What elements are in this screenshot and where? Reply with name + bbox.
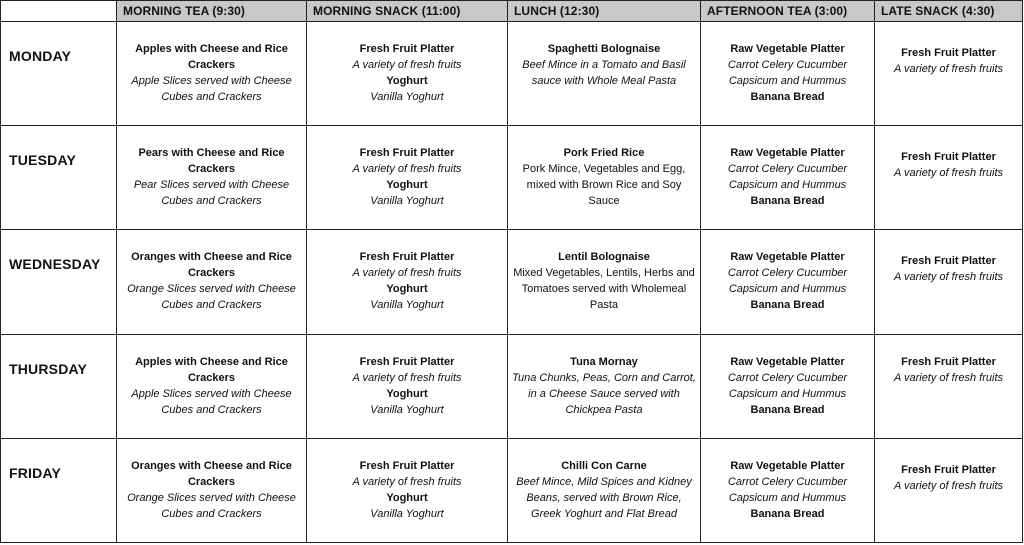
item-title: Fresh Fruit Platter bbox=[359, 147, 455, 160]
late-snack-cell bbox=[875, 334, 1023, 438]
item-title: Fresh Fruit Platter bbox=[901, 151, 996, 164]
item-description: A variety of fresh fruits bbox=[352, 59, 462, 71]
item-title: Raw Vegetable Platter bbox=[730, 355, 845, 368]
item-description: A variety of fresh fruits bbox=[893, 167, 1004, 180]
morning-tea-cell bbox=[117, 438, 307, 542]
item-title-secondary: Yoghurt bbox=[386, 283, 428, 296]
late-snack-cell bbox=[875, 230, 1023, 334]
item-description: A variety of fresh fruits bbox=[352, 371, 462, 384]
item-description: Pork Mince, Vegetables and Egg, mixed with Brown Rice and Soy Sauce bbox=[522, 163, 686, 208]
item-description: A variety of fresh fruits bbox=[893, 479, 1004, 492]
item-title: Fresh Fruit Platter bbox=[901, 463, 996, 476]
item-description-secondary: Vanilla Yoghurt bbox=[370, 299, 444, 312]
day-row-friday bbox=[1, 438, 1023, 542]
day-row-monday bbox=[1, 22, 1023, 126]
item-title-secondary: Banana Bread bbox=[750, 299, 825, 312]
item-title: Oranges with Cheese and Rice Crackers bbox=[131, 251, 292, 280]
item-description: Beef Mince in a Tomato and Basil sauce with Whole Meal Pasta bbox=[522, 59, 686, 87]
late-snack-cell bbox=[875, 438, 1023, 542]
afternoon-tea-cell bbox=[701, 22, 875, 126]
day-row-wednesday bbox=[1, 230, 1023, 334]
item-description-secondary: Vanilla Yoghurt bbox=[370, 195, 444, 208]
day-label: WEDNESDAY bbox=[1, 230, 117, 334]
item-title: Pork Fried Rice bbox=[563, 147, 645, 160]
item-title: Fresh Fruit Platter bbox=[359, 355, 455, 368]
item-title: Raw Vegetable Platter bbox=[730, 147, 845, 160]
lunch-cell bbox=[508, 230, 701, 334]
item-description: Tuna Chunks, Peas, Corn and Carrot, in a Cheese Sauce served with Chickpea Pasta bbox=[512, 371, 696, 416]
item-title: Raw Vegetable Platter bbox=[730, 43, 845, 55]
morning-snack-cell bbox=[307, 230, 508, 334]
item-title-secondary: Banana Bread bbox=[750, 91, 825, 103]
day-label: THURSDAY bbox=[1, 334, 117, 438]
morning-snack-cell bbox=[307, 22, 508, 126]
morning-snack-cell bbox=[307, 334, 508, 438]
header-afternoon-tea: AFTERNOON TEA (3:00) bbox=[701, 1, 875, 22]
item-description: Orange Slices served with Cheese Cubes and Crackers bbox=[127, 491, 296, 520]
item-description: A variety of fresh fruits bbox=[893, 63, 1004, 75]
item-title-secondary: Yoghurt bbox=[386, 387, 428, 400]
lunch-cell bbox=[508, 22, 701, 126]
item-title: Spaghetti Bolognaise bbox=[547, 43, 661, 55]
item-title: Apples with Cheese and Rice Crackers bbox=[135, 43, 288, 71]
afternoon-tea-cell bbox=[701, 334, 875, 438]
item-description: A variety of fresh fruits bbox=[352, 267, 462, 280]
item-title-secondary: Yoghurt bbox=[386, 179, 428, 192]
item-title: Apples with Cheese and Rice Crackers bbox=[135, 355, 288, 384]
header-row bbox=[1, 1, 1023, 22]
item-title-secondary: Banana Bread bbox=[750, 507, 825, 520]
header-corner bbox=[1, 1, 117, 22]
morning-tea-cell bbox=[117, 22, 307, 126]
morning-snack-cell bbox=[307, 438, 508, 542]
item-description-secondary: Vanilla Yoghurt bbox=[370, 507, 444, 520]
late-snack-cell bbox=[875, 22, 1023, 126]
day-row-thursday bbox=[1, 334, 1023, 438]
item-title: Pears with Cheese and Rice Crackers bbox=[138, 147, 285, 176]
item-description: Apple Slices served with Cheese Cubes and Crackers bbox=[131, 75, 292, 103]
day-label: TUESDAY bbox=[1, 126, 117, 230]
item-description: Beef Mince, Mild Spices and Kidney Beans, served with Brown Rice, Greek Yoghurt and Flat Bread bbox=[516, 475, 692, 520]
item-description: A variety of fresh fruits bbox=[352, 163, 462, 176]
morning-tea-cell bbox=[117, 230, 307, 334]
morning-tea-cell bbox=[117, 334, 307, 438]
item-description: Carrot Celery Cucumber Capsicum and Hummus bbox=[727, 267, 848, 296]
item-title-secondary: Banana Bread bbox=[750, 195, 825, 208]
item-description: A variety of fresh fruits bbox=[352, 475, 462, 488]
item-description: A variety of fresh fruits bbox=[893, 271, 1004, 284]
item-description: Carrot Celery Cucumber Capsicum and Hummus bbox=[727, 371, 848, 400]
item-description: Apple Slices served with Cheese Cubes and Crackers bbox=[131, 387, 292, 416]
item-title: Fresh Fruit Platter bbox=[901, 47, 996, 59]
afternoon-tea-cell bbox=[701, 438, 875, 542]
lunch-cell bbox=[508, 126, 701, 230]
item-title: Raw Vegetable Platter bbox=[730, 459, 845, 472]
item-title-secondary: Yoghurt bbox=[386, 75, 428, 87]
item-title: Fresh Fruit Platter bbox=[359, 251, 455, 264]
header-morning-snack: MORNING SNACK (11:00) bbox=[307, 1, 508, 22]
item-title: Oranges with Cheese and Rice Crackers bbox=[131, 459, 292, 488]
lunch-cell bbox=[508, 334, 701, 438]
item-title: Lentil Bolognaise bbox=[558, 251, 650, 264]
item-title: Fresh Fruit Platter bbox=[359, 459, 455, 472]
day-label: FRIDAY bbox=[1, 438, 117, 542]
day-label: MONDAY bbox=[1, 22, 117, 126]
item-title: Fresh Fruit Platter bbox=[359, 43, 455, 55]
item-description: A variety of fresh fruits bbox=[893, 371, 1004, 384]
afternoon-tea-cell bbox=[701, 126, 875, 230]
header-morning-tea: MORNING TEA (9:30) bbox=[117, 1, 307, 22]
afternoon-tea-cell bbox=[701, 230, 875, 334]
morning-snack-cell bbox=[307, 126, 508, 230]
day-row-tuesday bbox=[1, 126, 1023, 230]
item-description-secondary: Vanilla Yoghurt bbox=[370, 403, 444, 416]
item-title: Fresh Fruit Platter bbox=[901, 255, 996, 268]
item-title: Chilli Con Carne bbox=[561, 459, 647, 472]
item-description: Orange Slices served with Cheese Cubes and Crackers bbox=[127, 283, 296, 312]
item-description: Carrot Celery Cucumber Capsicum and Hummus bbox=[727, 475, 848, 504]
item-title: Raw Vegetable Platter bbox=[730, 251, 845, 264]
item-description: Pear Slices served with Cheese Cubes and Crackers bbox=[133, 179, 290, 208]
item-title-secondary: Banana Bread bbox=[750, 403, 825, 416]
item-title: Fresh Fruit Platter bbox=[901, 355, 996, 368]
item-description-secondary: Vanilla Yoghurt bbox=[370, 91, 444, 103]
item-title: Tuna Mornay bbox=[570, 355, 638, 368]
item-title-secondary: Yoghurt bbox=[386, 491, 428, 504]
item-description: Carrot Celery Cucumber Capsicum and Hummus bbox=[727, 59, 848, 87]
header-lunch: LUNCH (12:30) bbox=[508, 1, 701, 22]
late-snack-cell bbox=[875, 126, 1023, 230]
morning-tea-cell bbox=[117, 126, 307, 230]
header-late-snack: LATE SNACK (4:30) bbox=[875, 1, 1023, 22]
lunch-cell bbox=[508, 438, 701, 542]
item-description: Carrot Celery Cucumber Capsicum and Hummus bbox=[727, 163, 848, 192]
item-description: Mixed Vegetables, Lentils, Herbs and Tomatoes served with Wholemeal Pasta bbox=[513, 267, 695, 312]
